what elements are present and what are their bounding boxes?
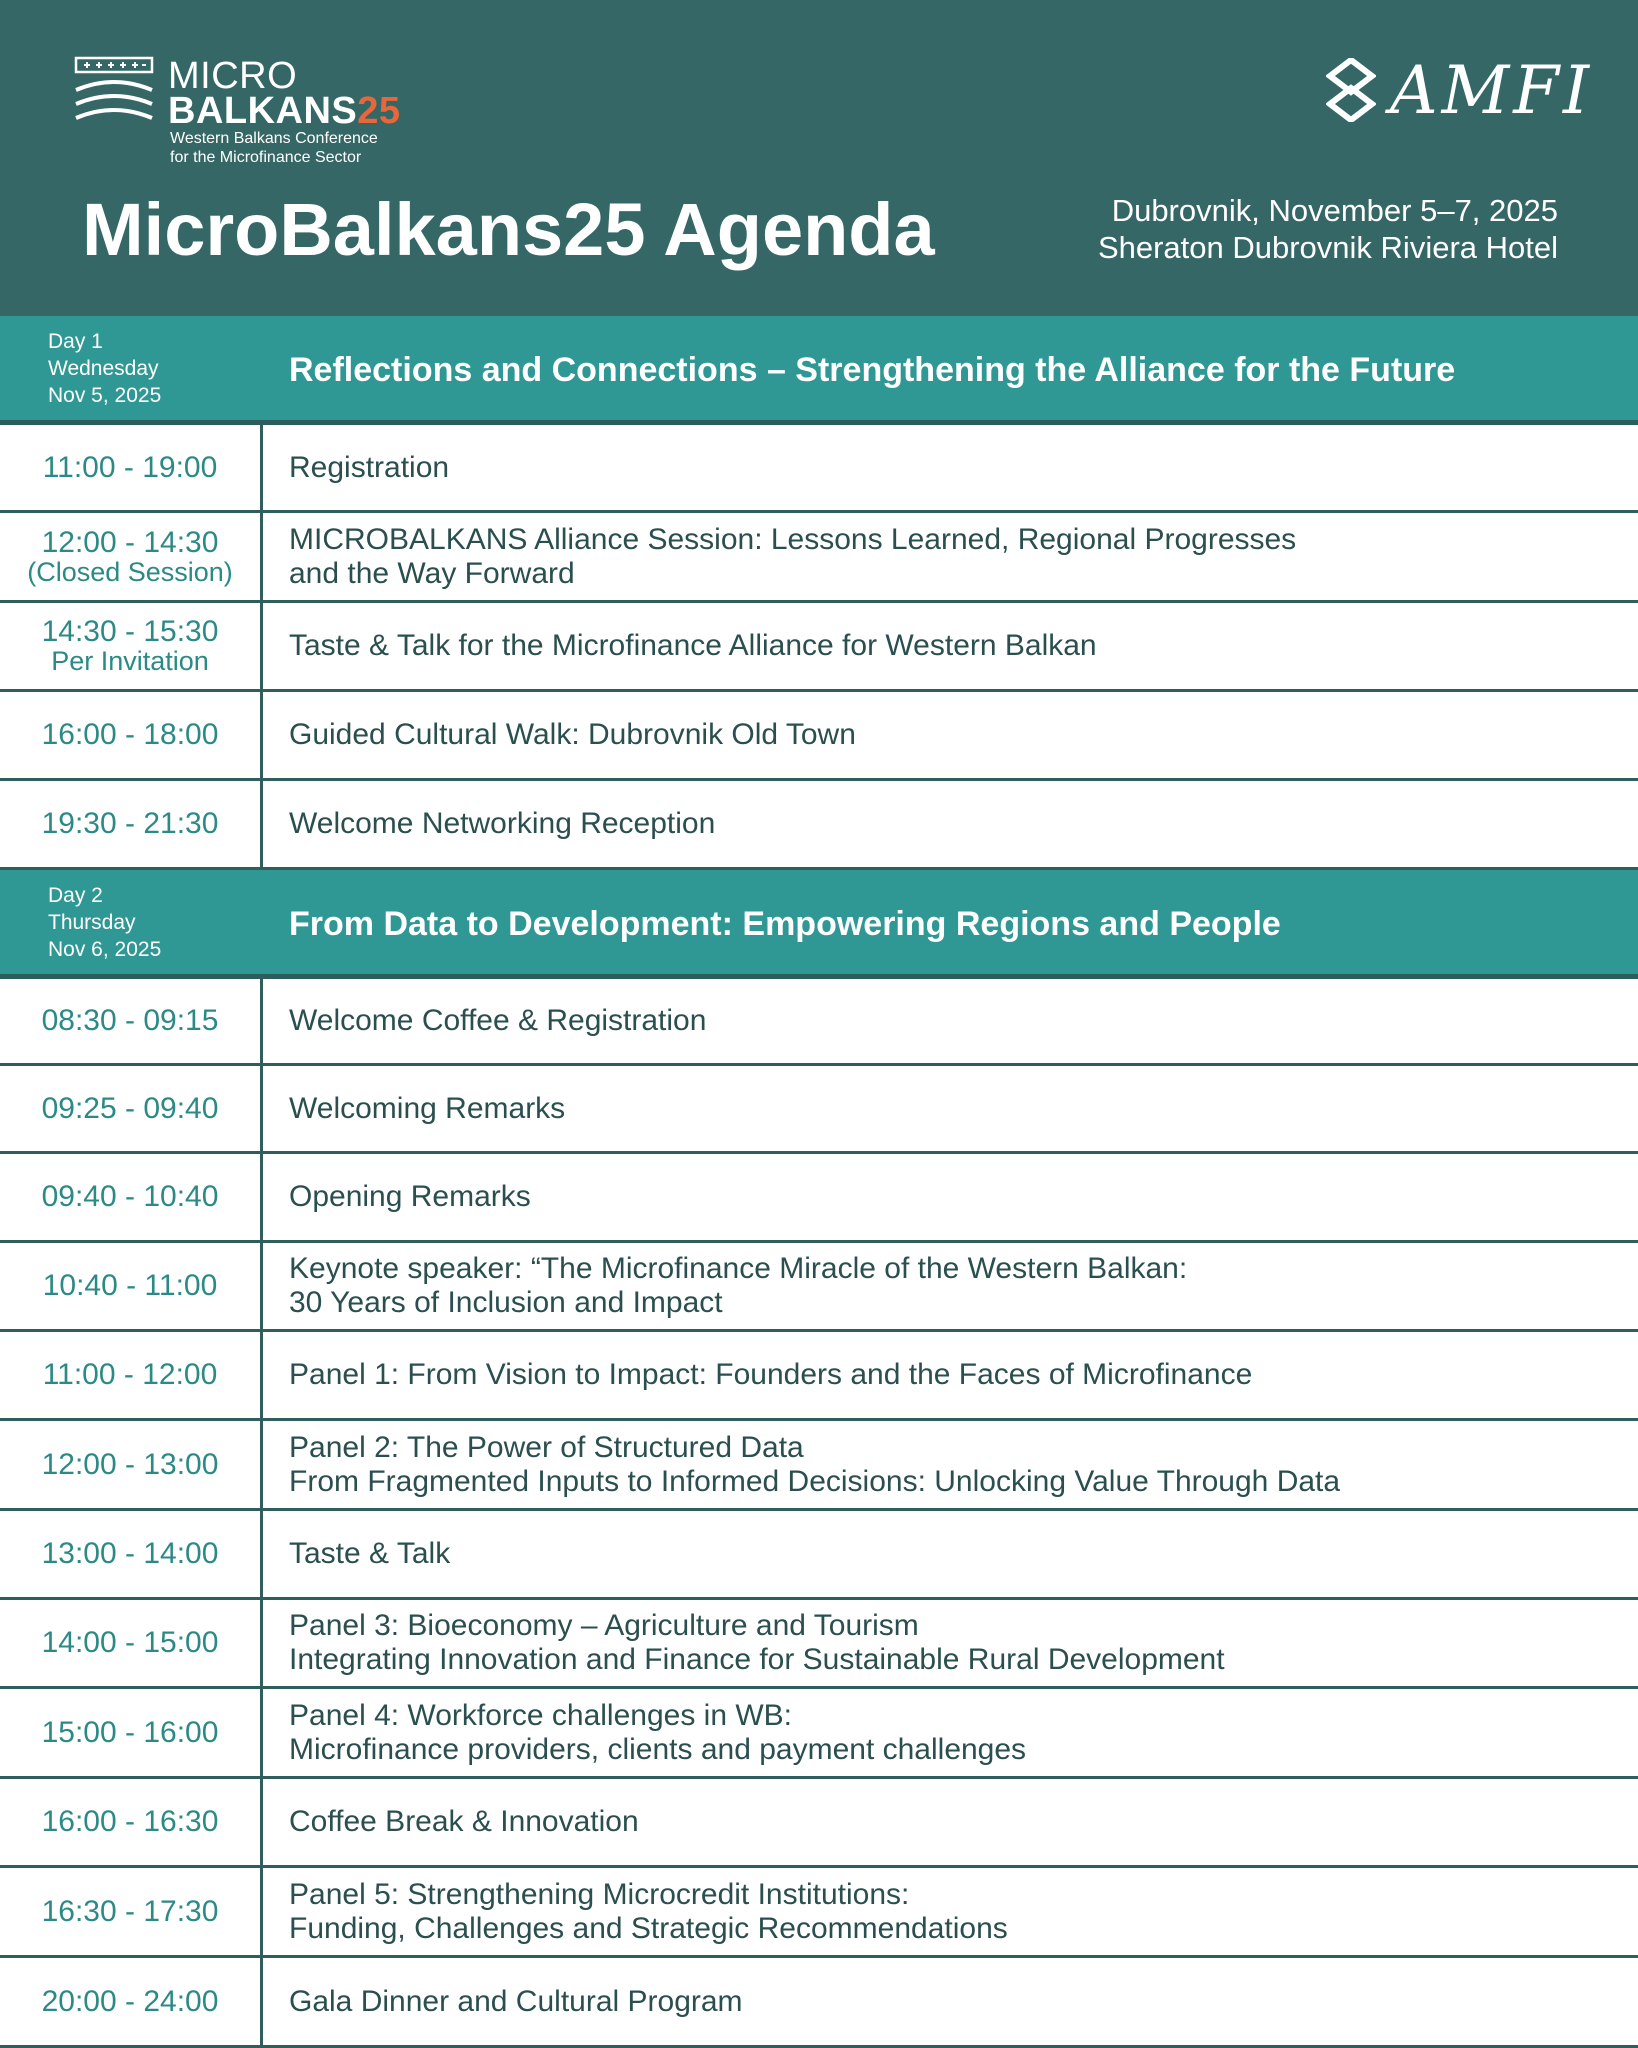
session-time: 09:40 - 10:40: [41, 1180, 219, 1213]
session-time-cell: [0, 1779, 263, 1865]
agenda-row: [0, 979, 1638, 1066]
session-title-cell: [289, 1689, 1618, 1776]
microbalkans-logo: [74, 56, 414, 166]
agenda-row: [0, 1332, 1638, 1421]
day-day: Day 2: [48, 884, 103, 907]
session-title-line1: Welcome Coffee & Registration: [289, 1004, 707, 1037]
session-time: 08:30 - 09:15: [41, 1004, 219, 1037]
day-date: Nov 5, 2025: [48, 384, 162, 407]
session-title-line1: MICROBALKANS Alliance Session: Lessons Learned, Regional Progresses: [289, 522, 1297, 556]
session-title-line1: Opening Remarks: [289, 1180, 531, 1213]
agenda-row: [0, 1154, 1638, 1243]
session-title-cell: [289, 781, 1618, 867]
session-time-cell: [0, 979, 263, 1063]
session-title-line1: Taste & Talk for the Microfinance Alliance for Western Balkan: [289, 629, 1097, 662]
session-time: 20:00 - 24:00: [41, 1984, 219, 2018]
session-title-line1: Gala Dinner and Cultural Program: [289, 1984, 743, 2018]
day-day: Day 1: [48, 330, 103, 353]
session-title-line1: Taste & Talk: [289, 1537, 451, 1570]
session-title-line1: Panel 5: Strengthening Microcredit Institutions:: [289, 1877, 910, 1911]
session-title-line1: Panel 2: The Power of Structured Data: [289, 1430, 804, 1464]
day-weekday: Wednesday: [48, 357, 159, 380]
amfi-logo-text: AMFI: [1390, 52, 1594, 129]
location-line1: Dubrovnik, November 5–7, 2025: [1111, 193, 1558, 228]
session-title-cell: [289, 1779, 1618, 1865]
session-time-cell: [0, 1958, 263, 2045]
session-time: 11:00 - 12:00: [42, 1358, 218, 1391]
session-time: 14:30 - 15:30: [41, 615, 219, 648]
logo-subtitle-line1: Western Balkans Conference: [170, 130, 378, 147]
session-time-cell: [0, 1511, 263, 1597]
agenda-row: [0, 1421, 1638, 1511]
session-time-cell: [0, 1154, 263, 1240]
session-title-line1: Registration: [289, 450, 450, 484]
session-title-line1: Panel 1: From Vision to Impact: Founders and the Faces of Microfinance: [289, 1358, 1253, 1391]
day-weekday: Thursday: [48, 911, 136, 934]
agenda-row: [0, 692, 1638, 781]
session-title-line1: Guided Cultural Walk: Dubrovnik Old Town: [289, 718, 856, 751]
session-title-cell: [289, 1958, 1618, 2045]
session-time-cell: [0, 1421, 263, 1508]
page-title: MicroBalkans25 Agenda: [82, 188, 935, 271]
session-title-line2: Integrating Innovation and Finance for Sustainable Rural Development: [289, 1643, 1225, 1676]
logo-subtitle-line2: for the Microfinance Sector: [170, 149, 362, 166]
location-line2: Sheraton Dubrovnik Riviera Hotel: [1097, 230, 1558, 265]
agenda-row: [0, 513, 1638, 603]
session-time: 09:25 - 09:40: [41, 1091, 219, 1125]
session-title-line2: Funding, Challenges and Strategic Recommendations: [289, 1911, 1008, 1945]
agenda-row: [0, 1689, 1638, 1779]
logo-balkans-text: [168, 90, 401, 132]
day-theme: From Data to Development: Empowering Regions and People: [289, 905, 1281, 943]
agenda-row: [0, 1779, 1638, 1868]
event-location: [1098, 192, 1558, 266]
day-label: [48, 328, 161, 409]
session-time-cell: [0, 603, 263, 689]
session-time: 16:30 - 17:30: [41, 1894, 219, 1928]
session-title-line1: Coffee Break & Innovation: [289, 1805, 639, 1838]
session-title-cell: [289, 1600, 1618, 1686]
day-theme: Reflections and Connections – Strengthening the Alliance for the Future: [289, 351, 1456, 389]
session-time-cell: [0, 1689, 263, 1776]
session-title-line2: From Fragmented Inputs to Informed Decisions: Unlocking Value Through Data: [289, 1464, 1341, 1498]
session-title-line1: Welcome Networking Reception: [289, 807, 716, 840]
session-title-line1: Welcoming Remarks: [289, 1091, 566, 1125]
amfi-diamond-icon: [1326, 58, 1376, 122]
session-title-cell: [289, 1511, 1618, 1597]
session-title-cell: [289, 1066, 1618, 1151]
session-title-line2: Microfinance providers, clients and payment challenges: [289, 1732, 1027, 1766]
session-title-cell: [289, 1868, 1618, 1955]
session-time: 12:00 - 14:30: [41, 525, 219, 559]
session-title-line2: and the Way Forward: [289, 556, 575, 590]
session-title-cell: [289, 1154, 1618, 1240]
agenda-row: [0, 1600, 1638, 1689]
session-time: 12:00 - 13:00: [41, 1447, 219, 1481]
session-time-cell: [0, 1066, 263, 1151]
day-header: [0, 316, 1638, 425]
session-title-cell: [289, 1332, 1618, 1418]
session-time-cell: [0, 1332, 263, 1418]
session-time-cell: [0, 1868, 263, 1955]
agenda-row: [0, 1958, 1638, 2048]
session-time: 15:00 - 16:00: [41, 1715, 219, 1749]
agenda-row: [0, 1511, 1638, 1600]
logo-balkans-word: BALKANS: [168, 90, 358, 132]
agenda-row: [0, 1066, 1638, 1154]
session-time-cell: [0, 692, 263, 778]
session-time-cell: [0, 425, 263, 510]
session-title-cell: [289, 513, 1618, 600]
day-label: [48, 882, 161, 963]
microbalkans-bridge-icon: [74, 56, 154, 126]
session-time-cell: [0, 1243, 263, 1329]
session-note: (Closed Session): [27, 556, 233, 587]
session-time: 14:00 - 15:00: [41, 1626, 219, 1659]
day-header: [0, 870, 1638, 979]
logo-micro-text: MICRO: [168, 55, 298, 97]
session-time: 10:40 - 11:00: [42, 1269, 218, 1302]
session-time: 11:00 - 19:00: [42, 450, 218, 484]
session-title-line2: 30 Years of Inclusion and Impact: [289, 1286, 723, 1319]
agenda-row: [0, 1868, 1638, 1958]
agenda-header: [0, 0, 1638, 316]
session-time-cell: [0, 513, 263, 600]
session-title-cell: [289, 1243, 1618, 1329]
agenda-row: [0, 603, 1638, 692]
agenda-row: [0, 781, 1638, 870]
session-title-cell: [289, 1421, 1618, 1508]
session-title-line1: Panel 4: Workforce challenges in WB:: [289, 1698, 793, 1732]
session-time: 13:00 - 14:00: [41, 1537, 219, 1570]
session-time: 16:00 - 18:00: [41, 718, 219, 751]
session-title-cell: [289, 692, 1618, 778]
session-title-line1: Panel 3: Bioeconomy – Agriculture and Tourism: [289, 1609, 919, 1642]
session-time: 16:00 - 16:30: [41, 1805, 219, 1838]
session-note: Per Invitation: [51, 646, 209, 676]
session-time: 19:30 - 21:30: [41, 807, 219, 840]
session-title-line1: Keynote speaker: “The Microfinance Miracle of the Western Balkan:: [289, 1252, 1188, 1285]
session-title-cell: [289, 425, 1618, 510]
day-date: Nov 6, 2025: [48, 938, 162, 961]
session-time-cell: [0, 1600, 263, 1686]
agenda-row: [0, 425, 1638, 513]
session-time-cell: [0, 781, 263, 867]
logo-year: 25: [357, 90, 401, 132]
session-title-cell: [289, 603, 1618, 689]
session-title-cell: [289, 979, 1618, 1063]
agenda-row: [0, 1243, 1638, 1332]
amfi-logo: [1326, 52, 1594, 129]
